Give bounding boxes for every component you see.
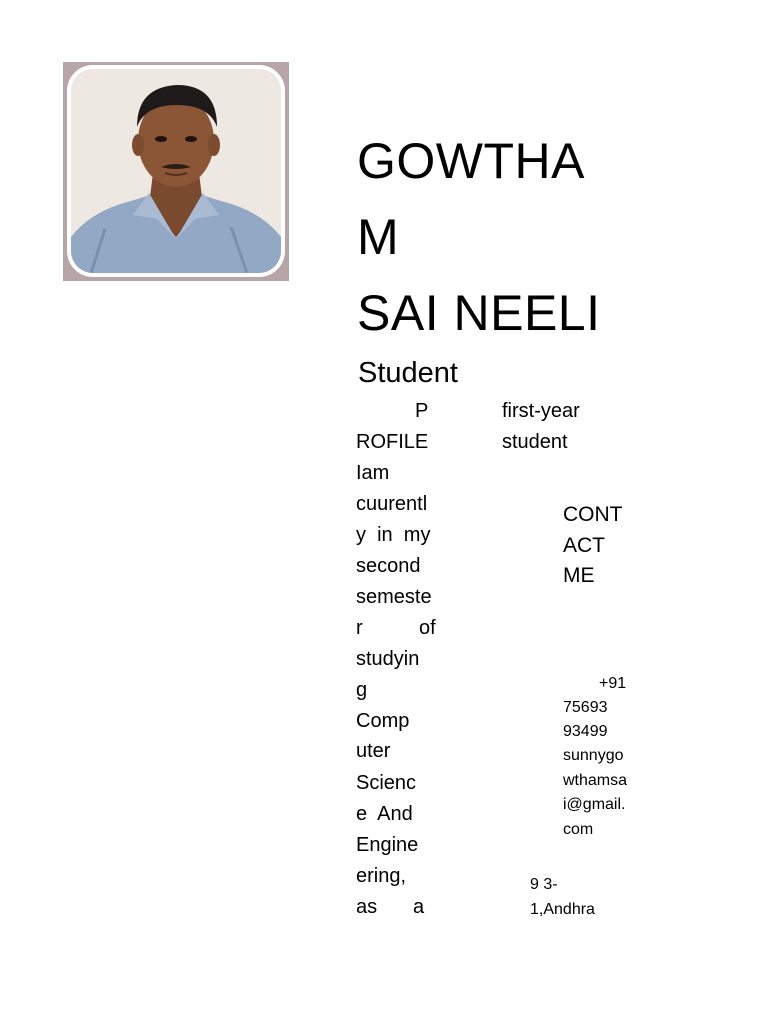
profile-line: cuurentl [356, 493, 428, 515]
profile-line: of [419, 617, 436, 639]
profile-line: g [356, 679, 368, 701]
profile-line: y in my [356, 524, 431, 546]
email-line: i@gmail. [563, 796, 626, 813]
profile-line: e And [356, 803, 413, 825]
job-title: Student [358, 357, 458, 389]
profile-line: r [356, 617, 363, 639]
profile-line: ering, [356, 865, 407, 887]
phone-line: +91 [599, 675, 627, 692]
profile-continued-line: student [502, 431, 568, 453]
profile-line: uter [356, 740, 391, 762]
profile-heading-p: P [415, 400, 429, 422]
profile-line: ROFILE [356, 431, 429, 453]
email-line: com [563, 821, 594, 838]
phone-line: 75693 [563, 699, 608, 716]
profile-photo [67, 65, 285, 277]
address-line: 1,Andhra [530, 901, 595, 918]
contact-heading-line: CONT [563, 503, 623, 526]
contact-heading-line: ACT [563, 534, 605, 557]
address-line: 9 3- [530, 876, 558, 893]
profile-line: second [356, 555, 421, 577]
profile-line: Engine [356, 834, 419, 856]
profile-line: semeste [356, 586, 432, 608]
profile-line: Iam [356, 462, 390, 484]
profile-line: studyin [356, 648, 420, 670]
profile-line: Scienc [356, 772, 417, 794]
person-portrait-icon [71, 69, 281, 273]
profile-line: Comp [356, 710, 410, 732]
profile-photo-frame [63, 62, 289, 281]
email-line: sunnygo [563, 747, 624, 764]
contact-heading-line: ME [563, 564, 595, 587]
phone-line: 93499 [563, 723, 608, 740]
name-line-3: SAI NEELI [357, 285, 601, 341]
name-line-1: GOWTHA [357, 133, 585, 189]
profile-continued-line: first-year [502, 400, 580, 422]
profile-line: a [413, 896, 425, 918]
name-line-2: M [357, 209, 400, 265]
email-line: wthamsa [563, 772, 628, 789]
profile-line: as [356, 896, 378, 918]
